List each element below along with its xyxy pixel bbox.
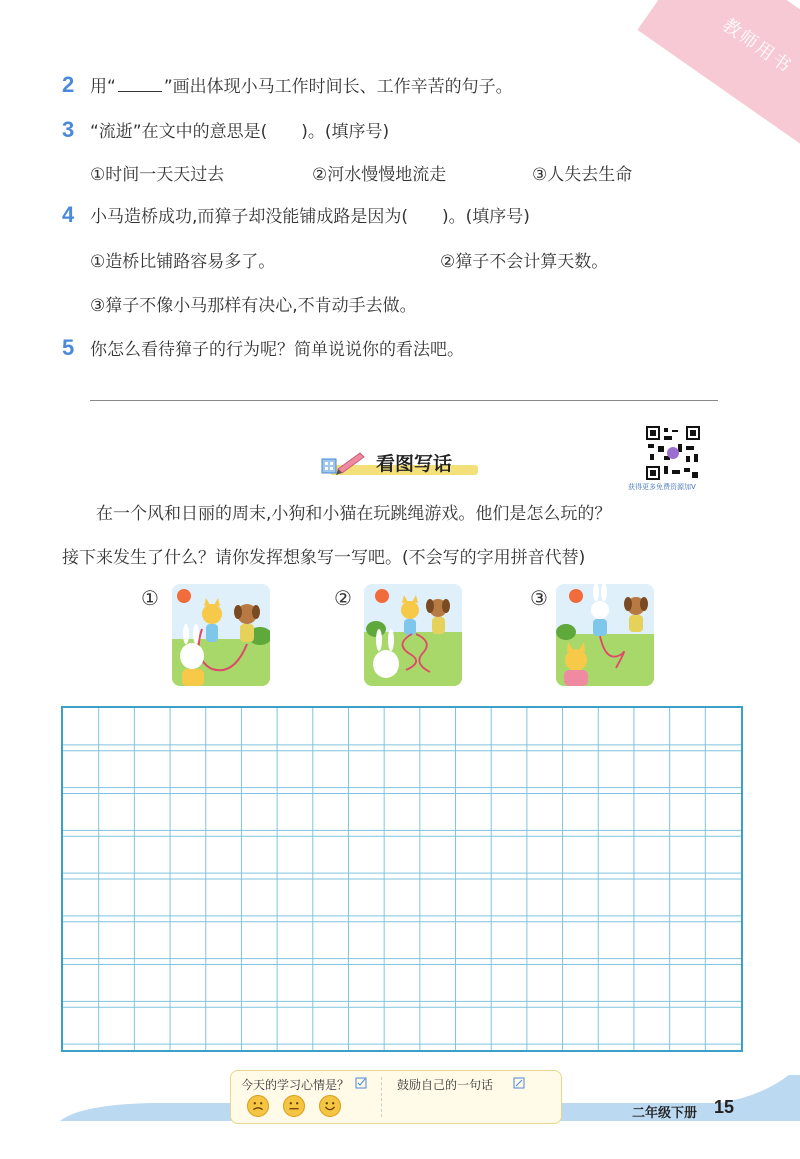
picture-rabbit-cat-dog-jump-rope-icon	[172, 584, 270, 686]
picture-number: ②	[334, 586, 352, 610]
qr-code-icon[interactable]	[646, 426, 700, 480]
question-number: 2	[62, 72, 75, 97]
pencil-house-icon	[320, 447, 368, 475]
checkbox-icon[interactable]	[355, 1077, 367, 1089]
question-text: 小马造桥成功,而獐子却没能铺成路是因为( )。(填序号)	[90, 207, 530, 227]
qr-caption: 获得更多免费资源加V	[628, 483, 696, 491]
question-number: 3	[62, 117, 75, 142]
option-1: ①造桥比铺路容易多了。	[90, 252, 276, 272]
question-5	[62, 335, 464, 361]
mood-question: 今天的学习心情是？	[241, 1078, 350, 1092]
picture-tangled-rope-icon	[364, 584, 462, 686]
option-3: ③獐子不像小马那样有决心,不肯动手去做。	[90, 296, 417, 316]
option-1: ①时间一天天过去	[90, 165, 225, 185]
writing-grid[interactable]	[61, 706, 743, 1052]
encourage-label: 鼓励自己的一句话	[397, 1078, 494, 1092]
question-3	[62, 117, 389, 143]
grade-label: 二年级下册	[632, 1106, 698, 1121]
answer-line[interactable]	[90, 400, 718, 401]
option-2: ②獐子不会计算天数。	[440, 252, 609, 272]
question-number: 4	[62, 202, 75, 227]
question-4	[62, 202, 530, 228]
question-2: 2 用“ ”画出体现小马工作时间长、工作辛苦的句子。	[62, 72, 513, 97]
prompt-line-2: 接下来发生了什么？请你发挥想象写一写吧。(不会写的字用拼音代替)	[62, 548, 586, 568]
happy-face-icon[interactable]	[319, 1095, 341, 1117]
divider	[381, 1077, 382, 1117]
section-title	[320, 447, 480, 481]
answer-blank[interactable]	[118, 77, 162, 92]
corner-ribbon	[637, 0, 800, 150]
corner-label: 教师用书	[718, 14, 796, 78]
mood-box	[230, 1070, 562, 1124]
question-text: 你怎么看待獐子的行为呢？简单说说你的看法吧。	[90, 340, 464, 360]
page-number: 15	[714, 1097, 735, 1117]
option-3: ③人失去生命	[532, 165, 633, 185]
pencil-icon[interactable]	[513, 1077, 525, 1089]
section-title-text: 看图写话	[376, 453, 453, 475]
picture-rabbit-dog-cat-rope-icon	[556, 584, 654, 686]
option-2: ②河水慢慢地流走	[312, 165, 447, 185]
picture-number: ③	[530, 586, 548, 610]
picture-number: ①	[141, 586, 159, 610]
question-text: “流逝”在文中的意思是( )。(填序号)	[90, 122, 390, 142]
sad-face-icon[interactable]	[247, 1095, 269, 1117]
prompt-line-1: 在一个风和日丽的周末,小狗和小猫在玩跳绳游戏。他们是怎么玩的？	[96, 504, 612, 524]
question-number: 5	[62, 335, 75, 360]
neutral-face-icon[interactable]	[283, 1095, 305, 1117]
